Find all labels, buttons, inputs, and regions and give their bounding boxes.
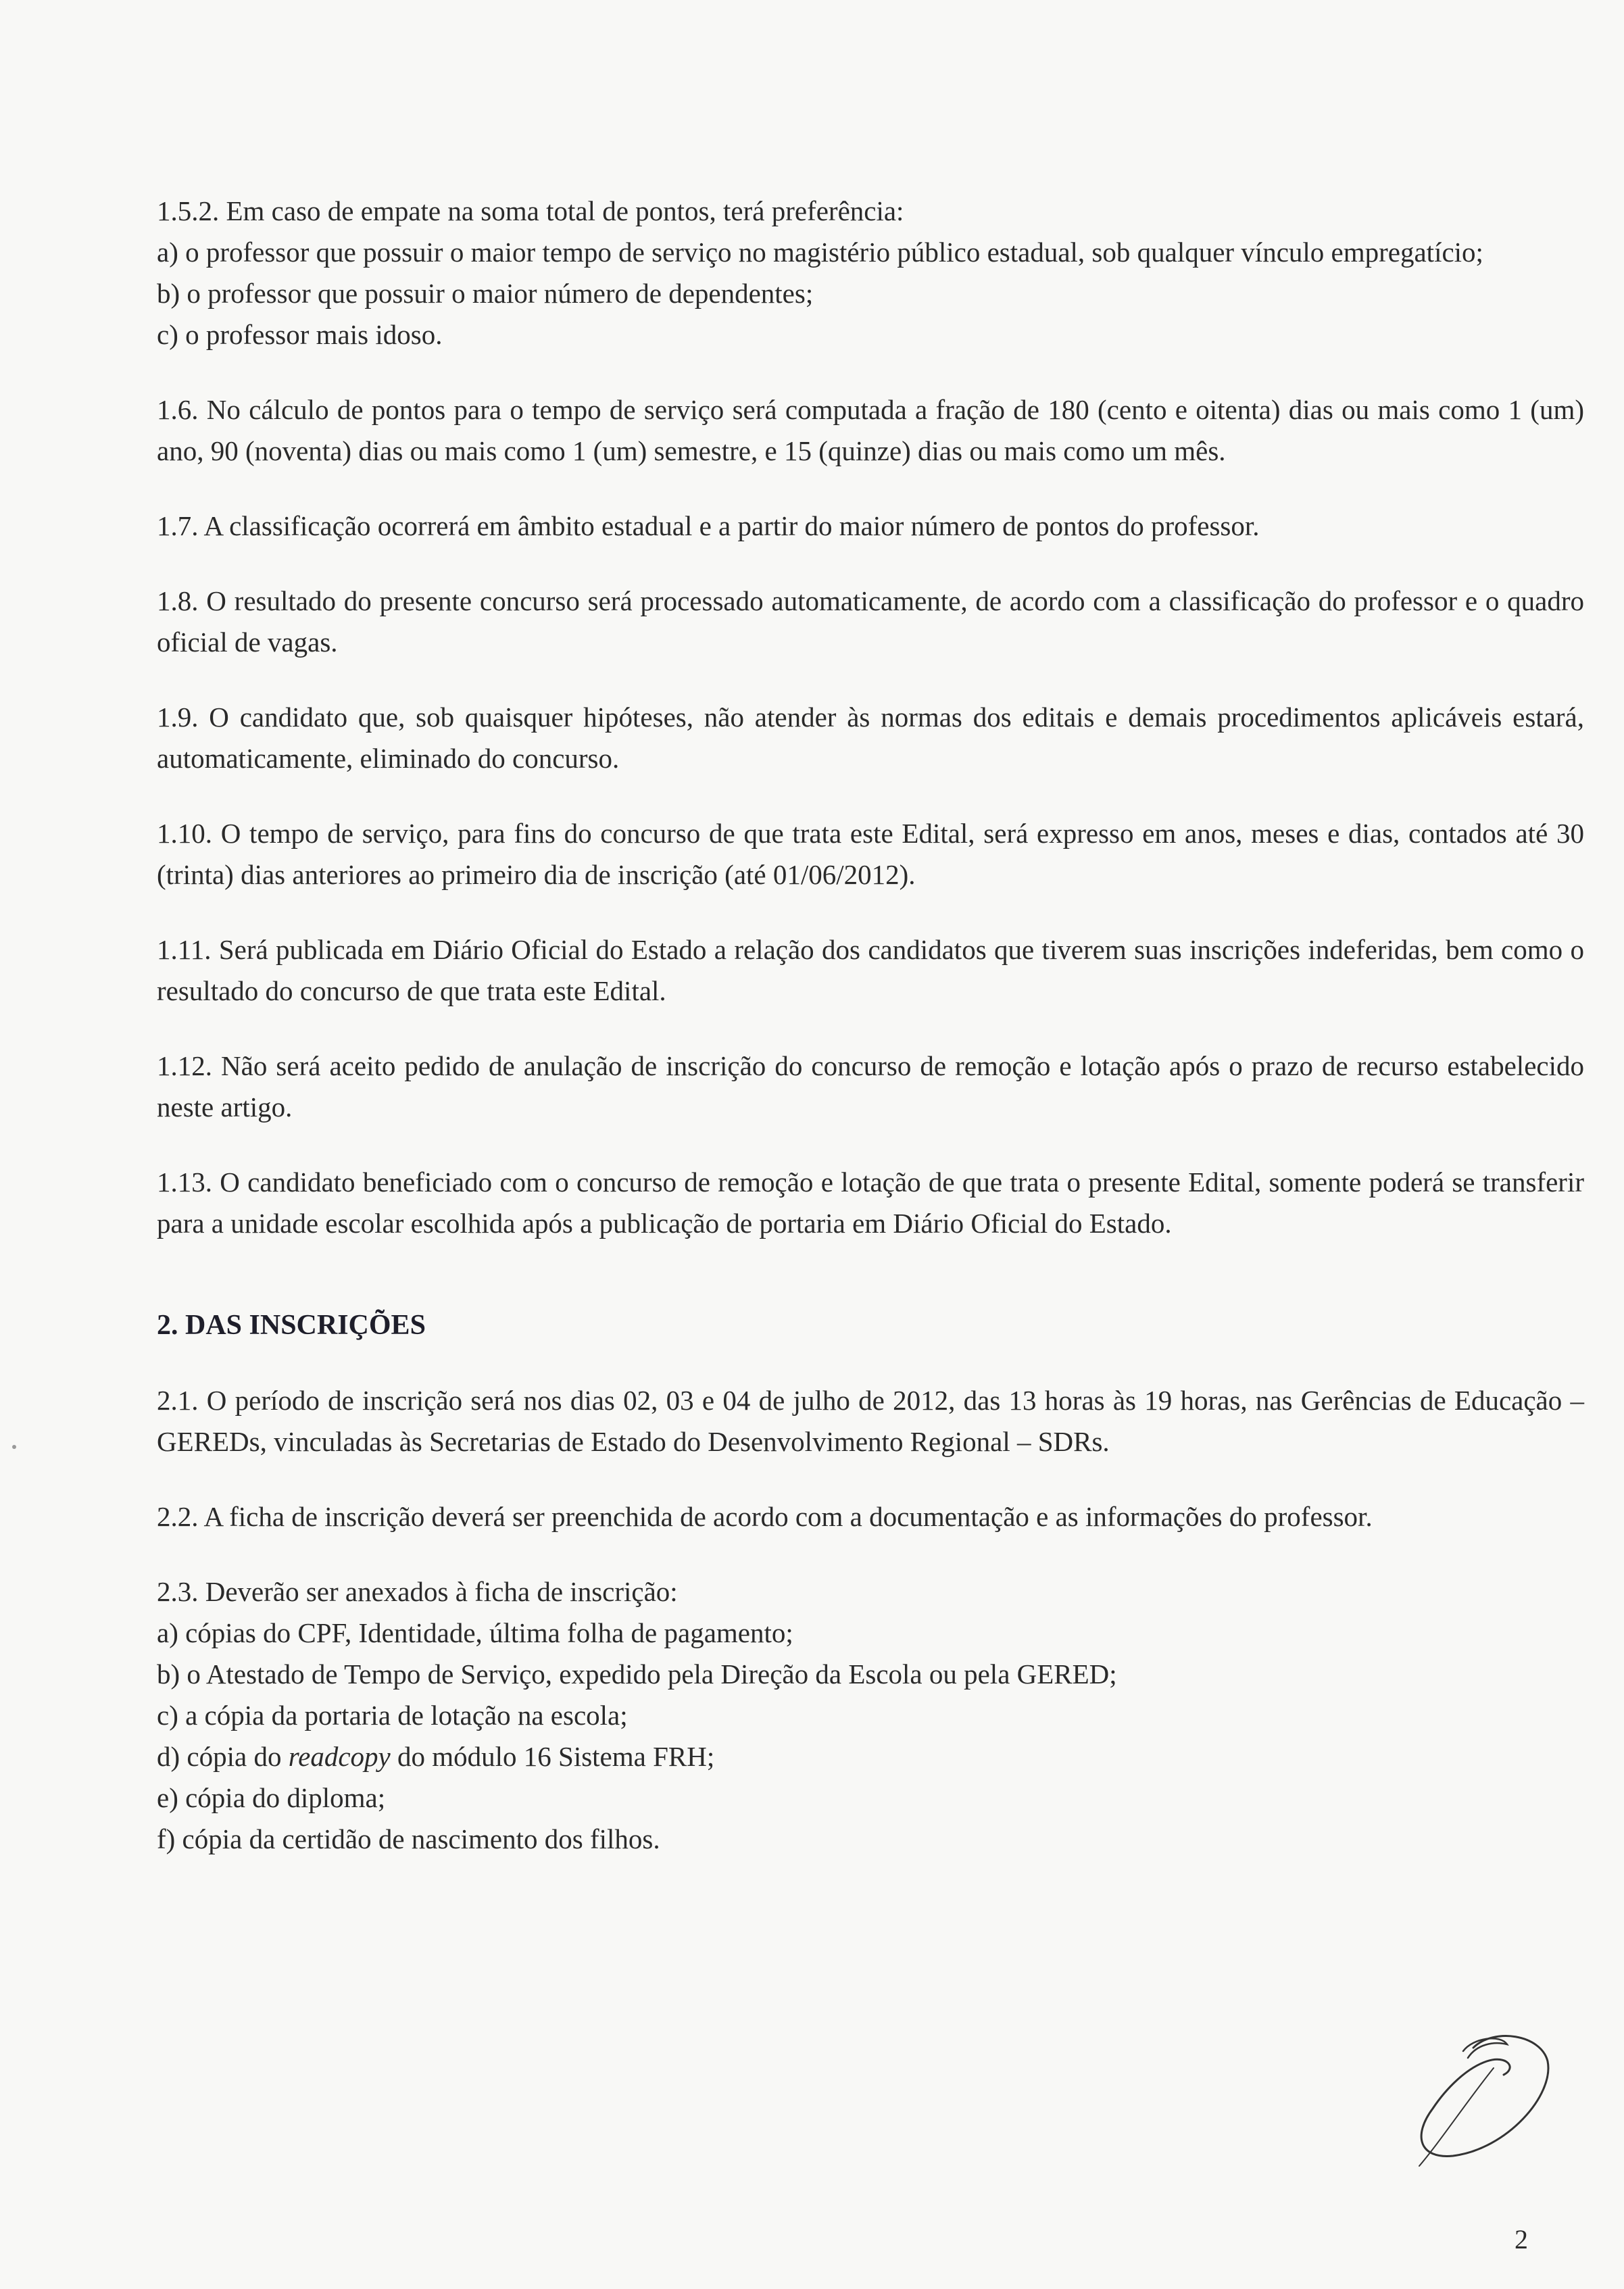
- paragraph-2-3-item-f: f) cópia da certidão de nascimento dos filhos.: [157, 1823, 660, 1854]
- paragraph-1-7: 1.7. A classificação ocorrerá em âmbito estadual e a partir do maior número de pontos do professor.: [157, 510, 1260, 541]
- paragraph-1-11: 1.11. Será publicada em Diário Oficial do Estado a relação dos candidatos que tiverem suas inscrições indeferidas, bem como o resultado do concurso de que trata este Edital.: [157, 934, 1584, 1006]
- handwritten-signature: [1392, 2021, 1568, 2176]
- paragraph-2-3-item-a: a) cópias do CPF, Identidade, última folha de pagamento;: [157, 1617, 793, 1648]
- item-d-suffix: do módulo 16 Sistema FRH;: [390, 1741, 715, 1772]
- page-number: 2: [1515, 2224, 1528, 2255]
- paragraph-2-3-item-e: e) cópia do diploma;: [157, 1782, 386, 1813]
- paragraph-1-9: 1.9. O candidato que, sob quaisquer hipóteses, não atender às normas dos editais e demais procedimentos aplicáveis estará, automaticamente, eliminado do concurso.: [157, 702, 1584, 774]
- paragraph-2-3: [157, 1571, 1584, 1860]
- paragraph-2-1: 2.1. O período de inscrição será nos dias 02, 03 e 04 de julho de 2012, das 13 horas às 19 horas, nas Gerências de Educação – GEREDs, vinculadas às Secretarias de Estado do Desenvolvimento Regional – SDRs.: [157, 1385, 1584, 1457]
- paragraph-1-5-2-title: 1.5.2. Em caso de empate na soma total de pontos, terá preferência:: [157, 195, 904, 226]
- paragraph-1-5-2-item-a: a) o professor que possuir o maior tempo de serviço no magistério público estadual, sob qualquer vínculo empregatício;: [157, 237, 1483, 268]
- scan-speck: [12, 1445, 16, 1449]
- paragraph-2-3-item-c: c) a cópia da portaria de lotação na escola;: [157, 1700, 628, 1731]
- paragraph-1-10: 1.10. O tempo de serviço, para fins do concurso de que trata este Edital, será expresso em anos, meses e dias, contados até 30 (trinta) dias anteriores ao primeiro dia de inscrição (até 01/06/2012).: [157, 818, 1584, 890]
- paragraph-1-5-2: [157, 191, 1584, 355]
- paragraph-2-2: 2.2. A ficha de inscrição deverá ser preenchida de acordo com a documentação e as informações do professor.: [157, 1501, 1373, 1532]
- paragraph-1-5-2-item-b: b) o professor que possuir o maior número de dependentes;: [157, 278, 814, 309]
- paragraph-1-8: 1.8. O resultado do presente concurso será processado automaticamente, de acordo com a classificação do professor e o quadro oficial de vagas.: [157, 585, 1584, 658]
- paragraph-2-3-item-d: [157, 1736, 1584, 1777]
- paragraph-1-12: 1.12. Não será aceito pedido de anulação de inscrição do concurso de remoção e lotação após o prazo de recurso estabelecido neste artigo.: [157, 1050, 1584, 1123]
- paragraph-2-3-item-b: b) o Atestado de Tempo de Serviço, expedido pela Direção da Escola ou pela GERED;: [157, 1658, 1117, 1690]
- paragraph-1-5-2-item-c: c) o professor mais idoso.: [157, 319, 443, 350]
- paragraph-2-3-title: 2.3. Deverão ser anexados à ficha de inscrição:: [157, 1576, 678, 1607]
- item-d-italic: readcopy: [288, 1741, 391, 1772]
- item-d-prefix: d) cópia do: [157, 1741, 289, 1772]
- paragraph-1-13: 1.13. O candidato beneficiado com o concurso de remoção e lotação de que trata o presente Edital, somente poderá se transferir para a unidade escolar escolhida após a publicação de portaria em Diário Oficial do Estado.: [157, 1166, 1584, 1239]
- paragraph-1-6: 1.6. No cálculo de pontos para o tempo de serviço será computada a fração de 180 (cento e oitenta) dias ou mais como 1 (um) ano, 90 (noventa) dias ou mais como 1 (um) semestre, e 15 (quinze) dias ou mais como um mês.: [157, 394, 1584, 466]
- document-page: [157, 191, 1584, 1894]
- section-heading-inscricoes: 2. DAS INSCRIÇÕES: [157, 1310, 426, 1341]
